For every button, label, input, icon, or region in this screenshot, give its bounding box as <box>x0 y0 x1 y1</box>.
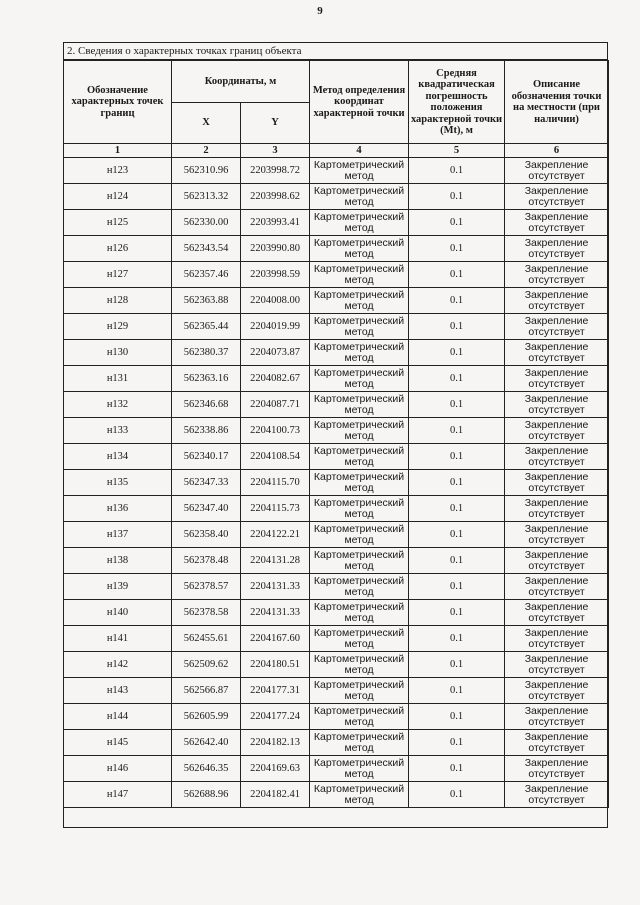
mt-cell: 0.1 <box>409 652 505 678</box>
coord-x: 562363.88 <box>172 288 241 314</box>
point-id: н126 <box>64 236 172 262</box>
table-row <box>64 314 609 340</box>
method-cell: Картометрический метод <box>310 392 409 418</box>
mt-cell: 0.1 <box>409 340 505 366</box>
description-cell: Закрепление отсутствует <box>505 418 609 444</box>
table-row <box>64 366 609 392</box>
coord-y: 2204177.24 <box>241 704 310 730</box>
mt-cell: 0.1 <box>409 262 505 288</box>
point-id: н131 <box>64 366 172 392</box>
mt-cell: 0.1 <box>409 158 505 184</box>
description-cell: Закрепление отсутствует <box>505 184 609 210</box>
method-cell: Картометрический метод <box>310 314 409 340</box>
point-id: н136 <box>64 496 172 522</box>
column-number: 2 <box>172 144 241 158</box>
table-row <box>64 262 609 288</box>
header-point-designation: Обозначение характерных точек границ <box>64 61 172 144</box>
point-id: н142 <box>64 652 172 678</box>
method-cell: Картометрический метод <box>310 470 409 496</box>
coord-y: 2204131.33 <box>241 574 310 600</box>
coord-y: 2204122.21 <box>241 522 310 548</box>
mt-cell: 0.1 <box>409 782 505 808</box>
point-id: н144 <box>64 704 172 730</box>
method-cell: Картометрический метод <box>310 366 409 392</box>
description-cell: Закрепление отсутствует <box>505 236 609 262</box>
point-id: н132 <box>64 392 172 418</box>
description-cell: Закрепление отсутствует <box>505 444 609 470</box>
coord-x: 562313.32 <box>172 184 241 210</box>
description-cell: Закрепление отсутствует <box>505 678 609 704</box>
description-cell: Закрепление отсутствует <box>505 652 609 678</box>
coord-x: 562363.16 <box>172 366 241 392</box>
coord-x: 562347.40 <box>172 496 241 522</box>
method-cell: Картометрический метод <box>310 210 409 236</box>
table-row <box>64 158 609 184</box>
table-row <box>64 288 609 314</box>
method-cell: Картометрический метод <box>310 158 409 184</box>
method-cell: Картометрический метод <box>310 418 409 444</box>
table-row <box>64 626 609 652</box>
description-cell: Закрепление отсутствует <box>505 782 609 808</box>
description-cell: Закрепление отсутствует <box>505 730 609 756</box>
coord-x: 562455.61 <box>172 626 241 652</box>
method-cell: Картометрический метод <box>310 652 409 678</box>
table-header <box>64 61 609 158</box>
header-method: Метод определения координат характерной точки <box>310 61 409 144</box>
mt-cell: 0.1 <box>409 184 505 210</box>
column-number: 5 <box>409 144 505 158</box>
point-id: н129 <box>64 314 172 340</box>
mt-cell: 0.1 <box>409 210 505 236</box>
mt-cell: 0.1 <box>409 704 505 730</box>
mt-cell: 0.1 <box>409 548 505 574</box>
table-row <box>64 574 609 600</box>
document-frame <box>63 42 608 828</box>
method-cell: Картометрический метод <box>310 678 409 704</box>
method-cell: Картометрический метод <box>310 548 409 574</box>
point-id: н141 <box>64 626 172 652</box>
table-row <box>64 730 609 756</box>
header-coordinates: Координаты, м <box>172 61 310 103</box>
point-id: н127 <box>64 262 172 288</box>
mt-cell: 0.1 <box>409 522 505 548</box>
point-id: н138 <box>64 548 172 574</box>
description-cell: Закрепление отсутствует <box>505 366 609 392</box>
table-row <box>64 548 609 574</box>
mt-cell: 0.1 <box>409 236 505 262</box>
coord-y: 2204180.51 <box>241 652 310 678</box>
table-row <box>64 652 609 678</box>
coord-y: 2203998.72 <box>241 158 310 184</box>
coord-x: 562378.58 <box>172 600 241 626</box>
coord-y: 2204131.28 <box>241 548 310 574</box>
method-cell: Картометрический метод <box>310 756 409 782</box>
point-id: н146 <box>64 756 172 782</box>
coord-x: 562340.17 <box>172 444 241 470</box>
coord-x: 562646.35 <box>172 756 241 782</box>
point-id: н133 <box>64 418 172 444</box>
coord-x: 562380.37 <box>172 340 241 366</box>
mt-cell: 0.1 <box>409 444 505 470</box>
coord-x: 562330.00 <box>172 210 241 236</box>
coord-x: 562357.46 <box>172 262 241 288</box>
method-cell: Картометрический метод <box>310 782 409 808</box>
method-cell: Картометрический метод <box>310 496 409 522</box>
coord-x: 562310.96 <box>172 158 241 184</box>
coord-y: 2203998.62 <box>241 184 310 210</box>
mt-cell: 0.1 <box>409 626 505 652</box>
mt-cell: 0.1 <box>409 600 505 626</box>
point-id: н130 <box>64 340 172 366</box>
mt-cell: 0.1 <box>409 418 505 444</box>
table-row <box>64 184 609 210</box>
coord-y: 2204019.99 <box>241 314 310 340</box>
coord-x: 562642.40 <box>172 730 241 756</box>
coord-y: 2204177.31 <box>241 678 310 704</box>
table-row <box>64 522 609 548</box>
coord-y: 2203990.80 <box>241 236 310 262</box>
table-row <box>64 678 609 704</box>
method-cell: Картометрический метод <box>310 626 409 652</box>
method-cell: Картометрический метод <box>310 236 409 262</box>
method-cell: Картометрический метод <box>310 704 409 730</box>
header-mt-error: Средняя квадратическая погрешность положения характерной точки (Mt), м <box>409 61 505 144</box>
page-number: 9 <box>317 5 323 17</box>
table-row <box>64 704 609 730</box>
description-cell: Закрепление отсутствует <box>505 600 609 626</box>
description-cell: Закрепление отсутствует <box>505 288 609 314</box>
coord-x: 562566.87 <box>172 678 241 704</box>
mt-cell: 0.1 <box>409 730 505 756</box>
column-number: 4 <box>310 144 409 158</box>
mt-cell: 0.1 <box>409 678 505 704</box>
coord-y: 2204073.87 <box>241 340 310 366</box>
method-cell: Картометрический метод <box>310 340 409 366</box>
table-row <box>64 340 609 366</box>
coord-x: 562338.86 <box>172 418 241 444</box>
table-row <box>64 236 609 262</box>
description-cell: Закрепление отсутствует <box>505 470 609 496</box>
point-id: н134 <box>64 444 172 470</box>
mt-cell: 0.1 <box>409 574 505 600</box>
coord-y: 2204115.70 <box>241 470 310 496</box>
coord-y: 2204115.73 <box>241 496 310 522</box>
coord-y: 2204108.54 <box>241 444 310 470</box>
table-row <box>64 600 609 626</box>
header-y: Y <box>241 103 310 144</box>
mt-cell: 0.1 <box>409 314 505 340</box>
header-description: Описание обозначения точки на местности (при наличии) <box>505 61 609 144</box>
coord-x: 562346.68 <box>172 392 241 418</box>
coord-x: 562343.54 <box>172 236 241 262</box>
coord-y: 2204182.41 <box>241 782 310 808</box>
point-id: н147 <box>64 782 172 808</box>
table-row <box>64 392 609 418</box>
coord-x: 562378.57 <box>172 574 241 600</box>
description-cell: Закрепление отсутствует <box>505 522 609 548</box>
point-id: н125 <box>64 210 172 236</box>
method-cell: Картометрический метод <box>310 574 409 600</box>
method-cell: Картометрический метод <box>310 444 409 470</box>
boundary-points-table <box>63 60 609 808</box>
coord-x: 562605.99 <box>172 704 241 730</box>
coord-y: 2204169.63 <box>241 756 310 782</box>
method-cell: Картометрический метод <box>310 522 409 548</box>
description-cell: Закрепление отсутствует <box>505 158 609 184</box>
method-cell: Картометрический метод <box>310 262 409 288</box>
mt-cell: 0.1 <box>409 288 505 314</box>
coord-y: 2204167.60 <box>241 626 310 652</box>
table-row <box>64 210 609 236</box>
table-row <box>64 418 609 444</box>
point-id: н145 <box>64 730 172 756</box>
point-id: н123 <box>64 158 172 184</box>
description-cell: Закрепление отсутствует <box>505 392 609 418</box>
coord-x: 562509.62 <box>172 652 241 678</box>
table-row <box>64 470 609 496</box>
column-number: 1 <box>64 144 172 158</box>
method-cell: Картометрический метод <box>310 184 409 210</box>
coord-y: 2204182.13 <box>241 730 310 756</box>
description-cell: Закрепление отсутствует <box>505 756 609 782</box>
point-id: н135 <box>64 470 172 496</box>
mt-cell: 0.1 <box>409 392 505 418</box>
mt-cell: 0.1 <box>409 366 505 392</box>
method-cell: Картометрический метод <box>310 288 409 314</box>
point-id: н140 <box>64 600 172 626</box>
column-number: 3 <box>241 144 310 158</box>
coord-x: 562347.33 <box>172 470 241 496</box>
description-cell: Закрепление отсутствует <box>505 704 609 730</box>
coord-y: 2204082.67 <box>241 366 310 392</box>
method-cell: Картометрический метод <box>310 600 409 626</box>
mt-cell: 0.1 <box>409 496 505 522</box>
description-cell: Закрепление отсутствует <box>505 626 609 652</box>
table-row <box>64 782 609 808</box>
coord-y: 2204008.00 <box>241 288 310 314</box>
mt-cell: 0.1 <box>409 470 505 496</box>
description-cell: Закрепление отсутствует <box>505 314 609 340</box>
coord-x: 562688.96 <box>172 782 241 808</box>
coord-y: 2204100.73 <box>241 418 310 444</box>
point-id: н143 <box>64 678 172 704</box>
section-title: 2. Сведения о характерных точках границ объекта <box>64 43 607 60</box>
description-cell: Закрепление отсутствует <box>505 210 609 236</box>
mt-cell: 0.1 <box>409 756 505 782</box>
description-cell: Закрепление отсутствует <box>505 496 609 522</box>
description-cell: Закрепление отсутствует <box>505 574 609 600</box>
column-number-row <box>64 144 609 158</box>
point-id: н124 <box>64 184 172 210</box>
description-cell: Закрепление отсутствует <box>505 548 609 574</box>
coord-y: 2204131.33 <box>241 600 310 626</box>
coord-x: 562365.44 <box>172 314 241 340</box>
coord-x: 562378.48 <box>172 548 241 574</box>
table-row <box>64 444 609 470</box>
table-row <box>64 496 609 522</box>
column-number: 6 <box>505 144 609 158</box>
point-id: н137 <box>64 522 172 548</box>
coord-y: 2203993.41 <box>241 210 310 236</box>
coord-y: 2204087.71 <box>241 392 310 418</box>
method-cell: Картометрический метод <box>310 730 409 756</box>
coord-x: 562358.40 <box>172 522 241 548</box>
table-row <box>64 756 609 782</box>
point-id: н139 <box>64 574 172 600</box>
description-cell: Закрепление отсутствует <box>505 262 609 288</box>
description-cell: Закрепление отсутствует <box>505 340 609 366</box>
header-x: X <box>172 103 241 144</box>
table-body <box>64 158 609 808</box>
coord-y: 2203998.59 <box>241 262 310 288</box>
point-id: н128 <box>64 288 172 314</box>
